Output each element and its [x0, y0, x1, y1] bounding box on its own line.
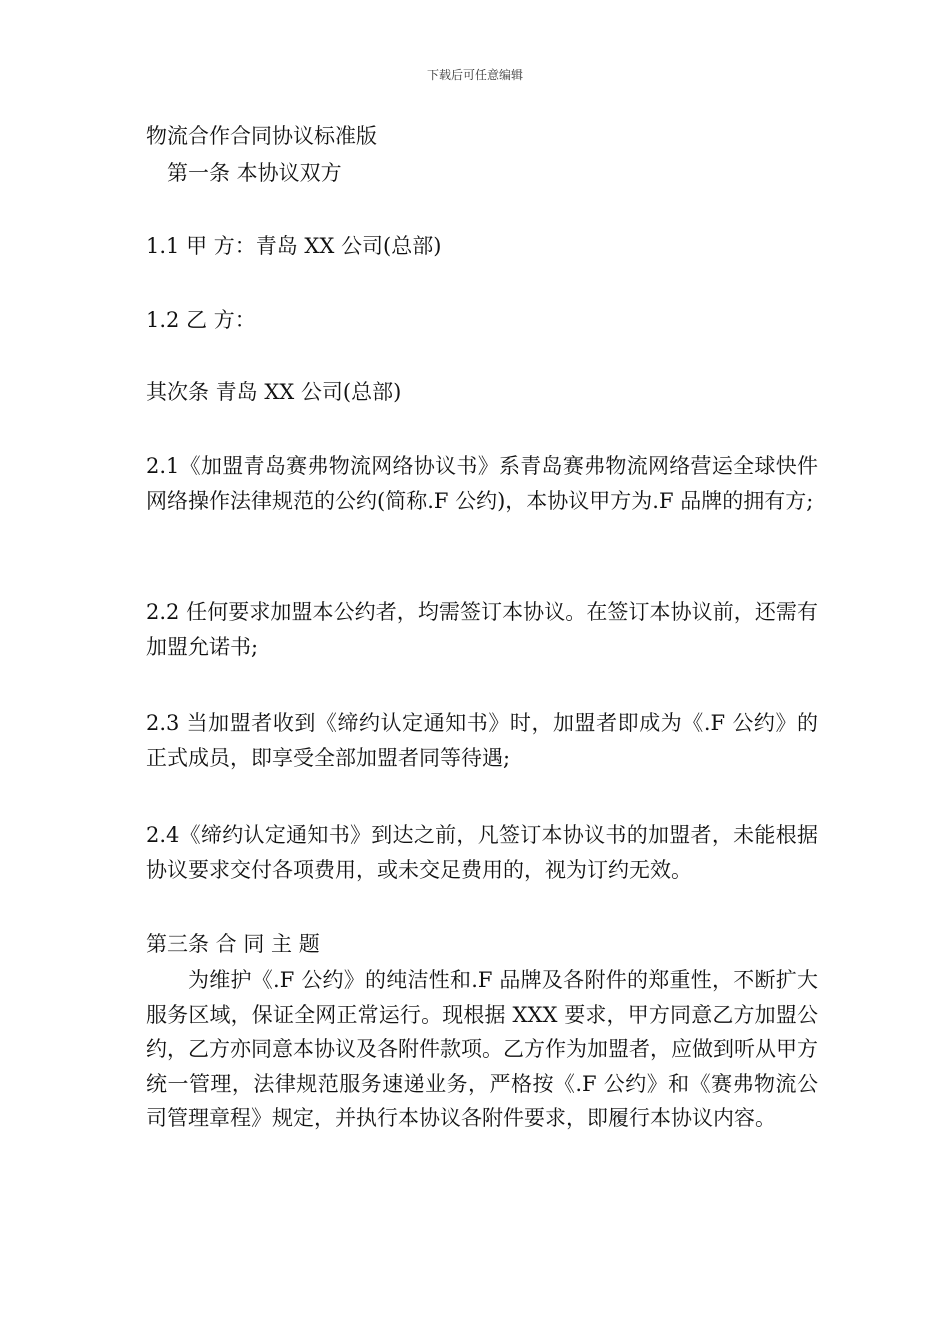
article-2-heading: 其次条 青岛 XX 公司(总部): [146, 380, 402, 404]
clause-1-2-party-b: 1.2 乙 方：: [146, 308, 256, 332]
clause-2-3: 2.3 当加盟者收到《缔约认定通知书》时，加盟者即成为《.F 公约》的正式成员，即享受全部加盟者同等待遇;: [146, 711, 818, 770]
article-3-heading: 第三条 合 同 主 题: [146, 932, 320, 956]
document-title: 物流合作合同协议标准版: [146, 124, 377, 148]
page-header: 下载后可任意编辑: [426, 68, 523, 82]
article-3-body: 为维护《.F 公约》的纯洁性和.F 品牌及各附件的郑重性，不断扩大服务区域，保证全网正常运行。现根据 XXX 要求，甲方同意乙方加盟公约，乙方亦同意本协议及各附件款项。乙方作为加盟者，应做到听从甲方统一管理，法律规范服务速递业务，严格按《.F 公约》和《赛弗物流公司管理章程》规定，并执行本协议各附件要求，即履行本协议内容。: [146, 968, 818, 1130]
clause-2-1: 2.1《加盟青岛赛弗物流网络协议书》系青岛赛弗物流网络营运全球快件网络操作法律规范的公约(简称.F 公约)，本协议甲方为.F 品牌的拥有方;: [146, 454, 818, 513]
clause-2-4: 2.4《缔约认定通知书》到达之前，凡签订本协议书的加盟者，未能根据协议要求交付各项费用，或未交足费用的，视为订约无效。: [146, 823, 818, 882]
clause-2-2: 2.2 任何要求加盟本公约者，均需签订本协议。在签订本协议前，还需有加盟允诺书;: [146, 600, 818, 659]
article-1-heading: 第一条 本协议双方: [167, 161, 342, 185]
clause-1-1-party-a: 1.1 甲 方：青岛 XX 公司(总部): [146, 234, 442, 258]
